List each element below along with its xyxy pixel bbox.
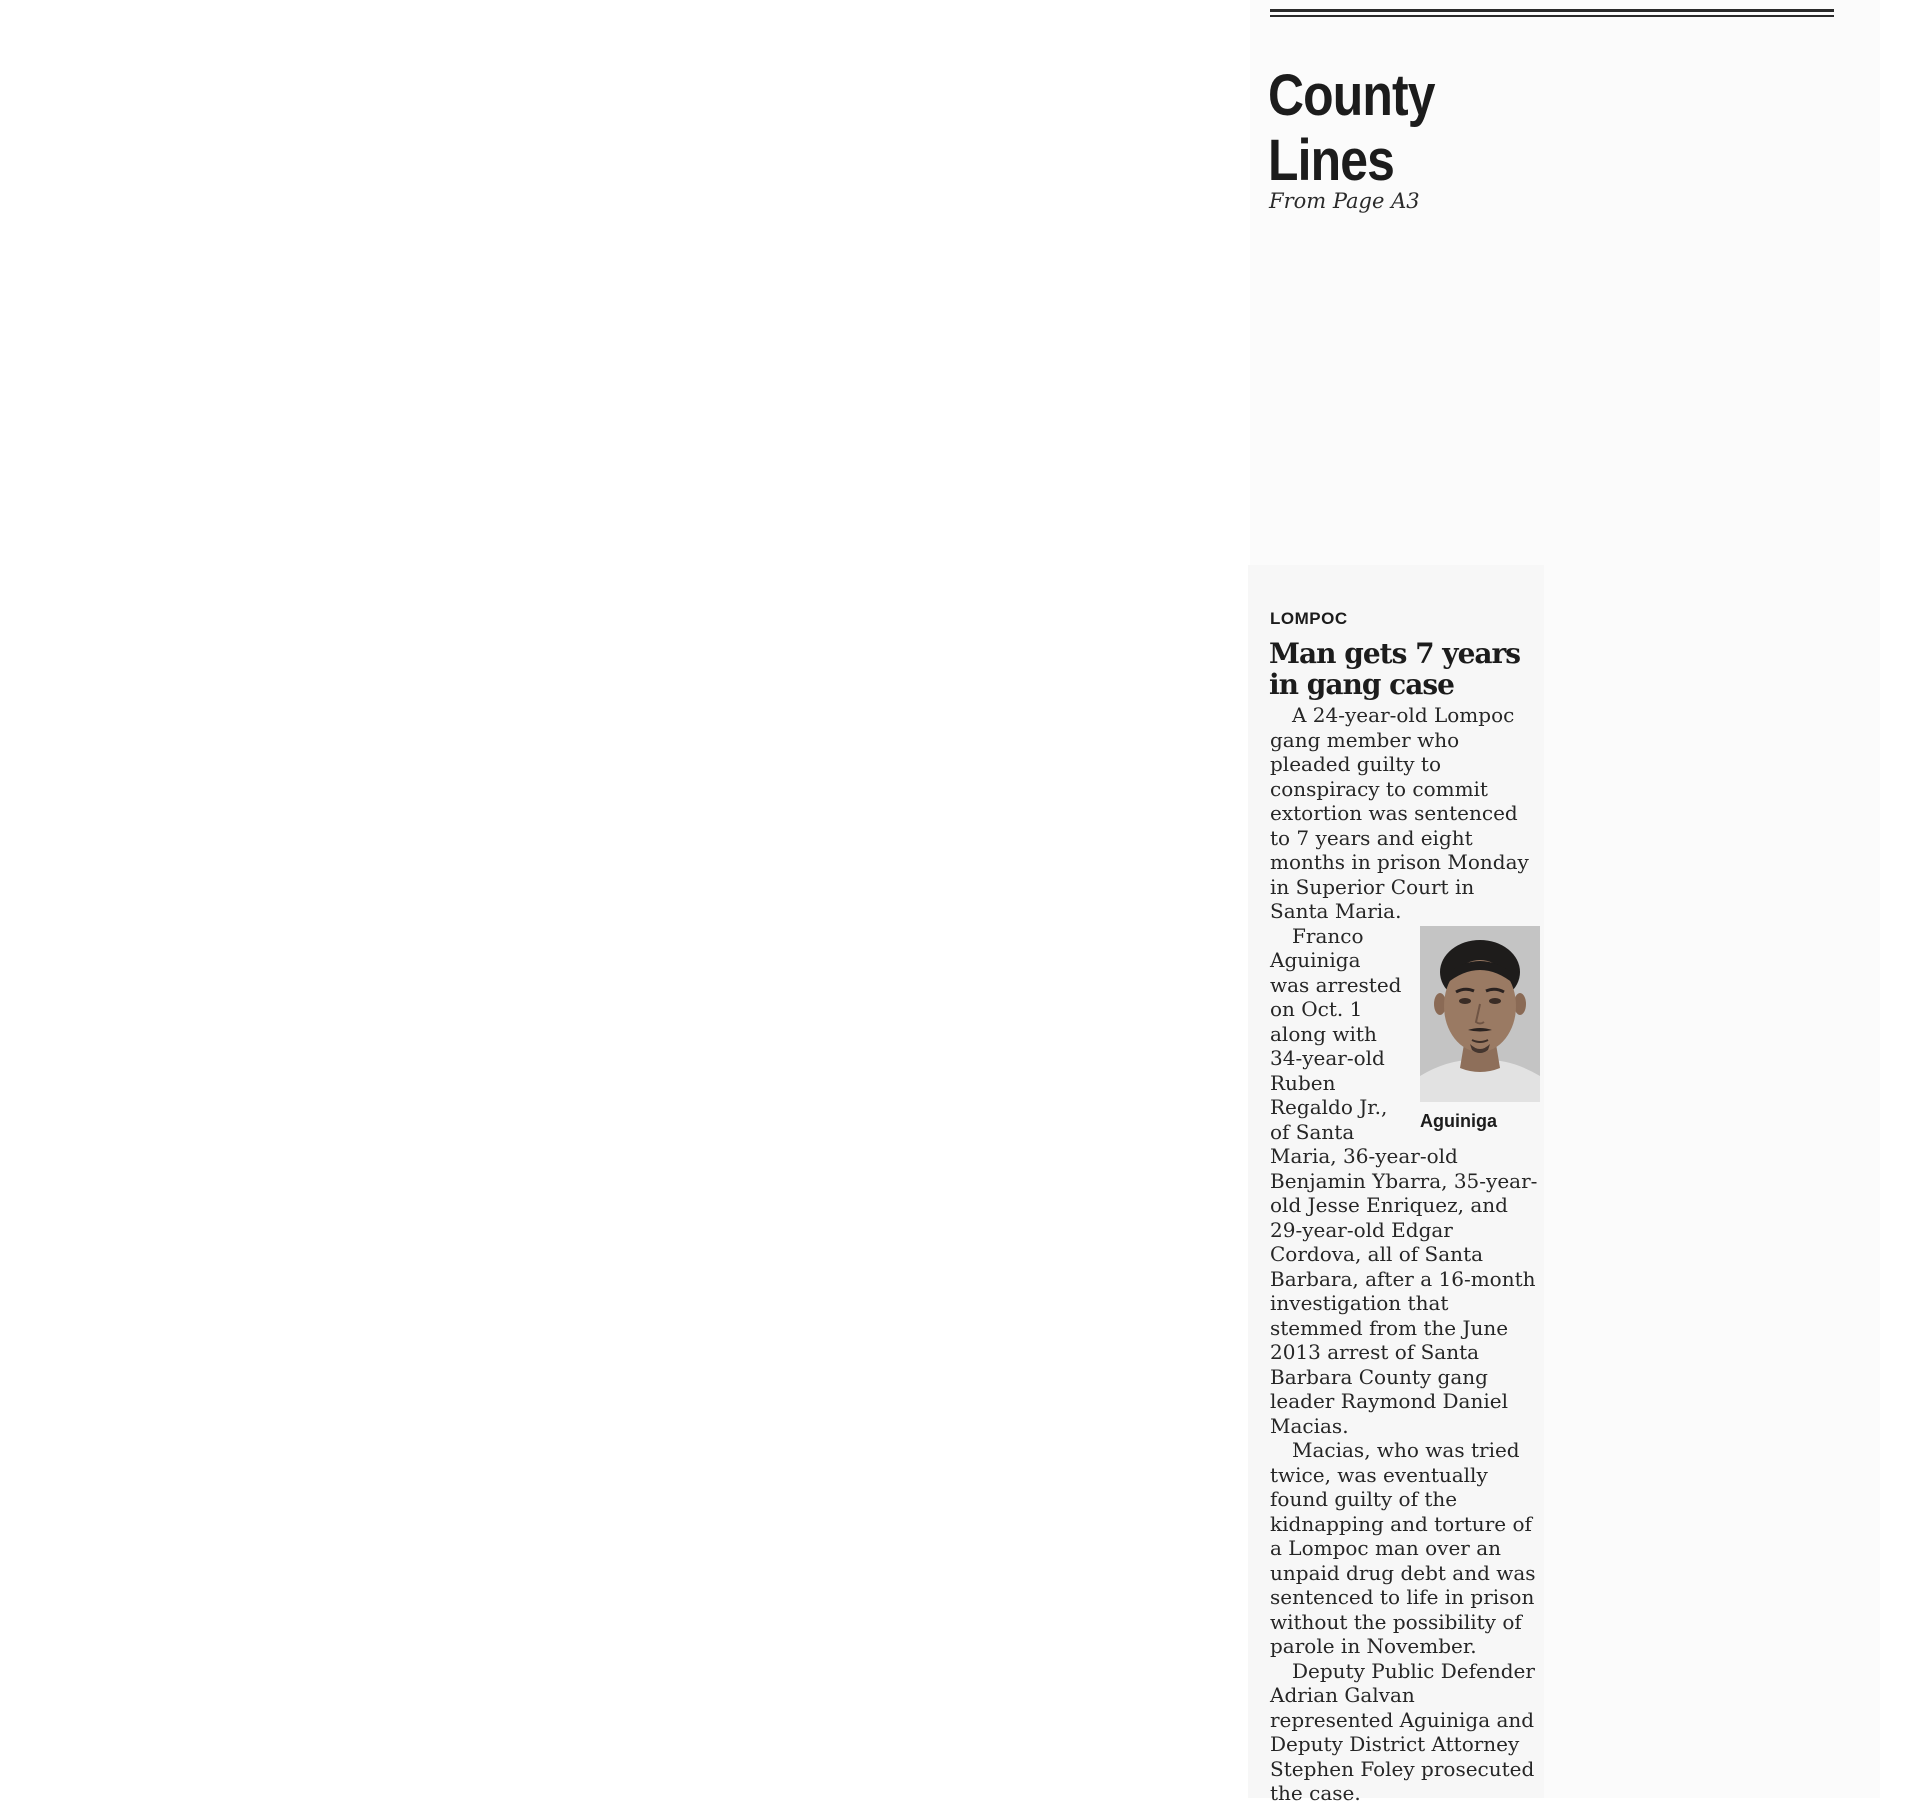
headline-line-2: in gang case xyxy=(1269,668,1454,701)
section-title-line-2: Lines xyxy=(1268,127,1394,193)
article-paragraph: Deputy Public Defender Adrian Galvan represented Aguiniga and Deputy District Attorney Stephen Foley prosecuted the case. xyxy=(1270,1658,1535,1805)
article-body xyxy=(1270,703,1538,1806)
photo-figure xyxy=(1420,926,1540,1132)
article-paragraph: Franco Aguiniga was arrested on Oct. 1 along with 34-year-old Ruben Regaldo Jr., of Santa Maria, 36-year-old Benjamin Ybarra, 35-year-old Jesse Enriquez, and 29-year-old Edgar Cordova, all of Santa Barbara, after a 16-month investigation that stemmed from the June 2013 arrest of Santa Barbara County gang leader Raymond Daniel Macias. xyxy=(1270,923,1538,1438)
section-title-line-1: County xyxy=(1268,63,1435,128)
photo-caption: Aguiniga xyxy=(1420,1110,1497,1131)
article-kicker: LOMPOC xyxy=(1270,609,1348,628)
headline-line-1: Man gets 7 years xyxy=(1269,637,1521,670)
header-rule-thick xyxy=(1270,9,1834,12)
article-paragraph: Macias, who was tried twice, was eventually found guilty of the kidnapping and torture of a Lompoc man over an unpaid drug debt and was sentenced to life in prison without the possibility of parole in November. xyxy=(1270,1438,1536,1658)
article-paragraph: A 24-year-old Lompoc gang member who pleaded guilty to conspiracy to commit extortion was sentenced to 7 years and eight months in prison Monday in Superior Court in Santa Maria. xyxy=(1270,703,1529,923)
continuation-note: From Page A3 xyxy=(1269,189,1420,213)
mugshot-photo xyxy=(1420,926,1540,1102)
article-headline xyxy=(1269,638,1559,700)
header-rule-thin xyxy=(1270,15,1834,17)
section-title xyxy=(1268,64,1526,194)
